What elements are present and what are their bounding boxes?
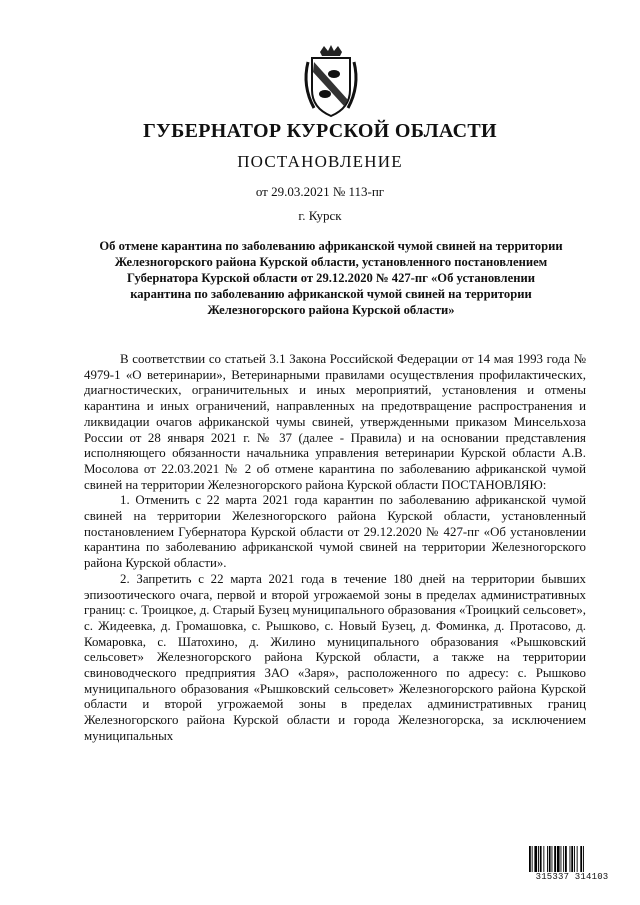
barcode-number: 315337 314103 — [527, 872, 617, 882]
document-number: от 29.03.2021 № 113-пг — [255, 184, 385, 199]
item-1-paragraph: 1. Отменить с 22 марта 2021 года карантин по заболеванию африканской чумой свиней на территории Железногорского района Курской области, установленный постановлением Губернатора Курской области от 29.12.2020 № 427-пг «Об установлении карантина по заболеванию африканской чумой свиней на территории Железногорского района Курской области». — [84, 493, 586, 571]
authority-heading: ГУБЕРНАТОР КУРСКОЙ ОБЛАСТИ — [143, 120, 497, 142]
document-body — [84, 352, 586, 745]
item-2-paragraph: 2. Запретить с 22 марта 2021 года в течение 180 дней на территории бывших эпизоотического очага, первой и второй угрожаемой зоны в пределах административных границ: с. Троицкое, д. Старый Бузец муниципального образования «Троицкий сельсовет», с. Жидеевка, д. Громашовка, с. Рышково, с. Новый Бузец, д. Фоминка, д. Протасово, д. Комаровка, с. Шатохино, д. Жилино муниципального образования «Рышковский сельсовет» Железногорского района Курской области, а также на территории свиноводческого предприятия ЗАО «Заря», расположенного по адресу: с. Рышково муниципального образования «Рышковский сельсовет» Железногорского района Курской области и второй угрожаемой зоны в пределах административных границ Железногорского района Курской области и города Железногорска, за исключением муниципальных — [84, 571, 586, 743]
preamble-paragraph: В соответствии со статьей 3.1 Закона Российской Федерации от 14 мая 1993 года № 4979-1 «О ветеринарии», Ветеринарными правилами осуществления профилактических, диагностических, ограничительных и иных мероприятий, установления и отмены карантина и иных ограничений, направленных на предотвращение распространения и ликвидации очагов африканской чумы свиней, утвержденными приказом Минсельхоза России от 28 января 2021 г. № 37 (далее - Правила) и на основании представления исполняющего обязанности начальника управления ветеринарии Курской области А.В. Мосолова от 22.03.2021 № 2 об отмене карантина по заболеванию африканской чумой свиней на территории Железногорского района Курской области ПОСТАНОВЛЯЮ: — [84, 352, 586, 492]
document-type: ПОСТАНОВЛЕНИЕ — [237, 152, 403, 171]
document-title: Об отмене карантина по заболеванию африканской чумой свиней на территории Железногорского района Курской области, установленного постановлением Губернатора Курской области от 29.12.2020 № 427-пг «Об установлении карантина по заболеванию африканской чумой свиней на территории Железногорского района Курской области» — [99, 239, 563, 317]
document-city: г. Курск — [298, 208, 342, 223]
coat-of-arms-icon — [300, 44, 362, 118]
